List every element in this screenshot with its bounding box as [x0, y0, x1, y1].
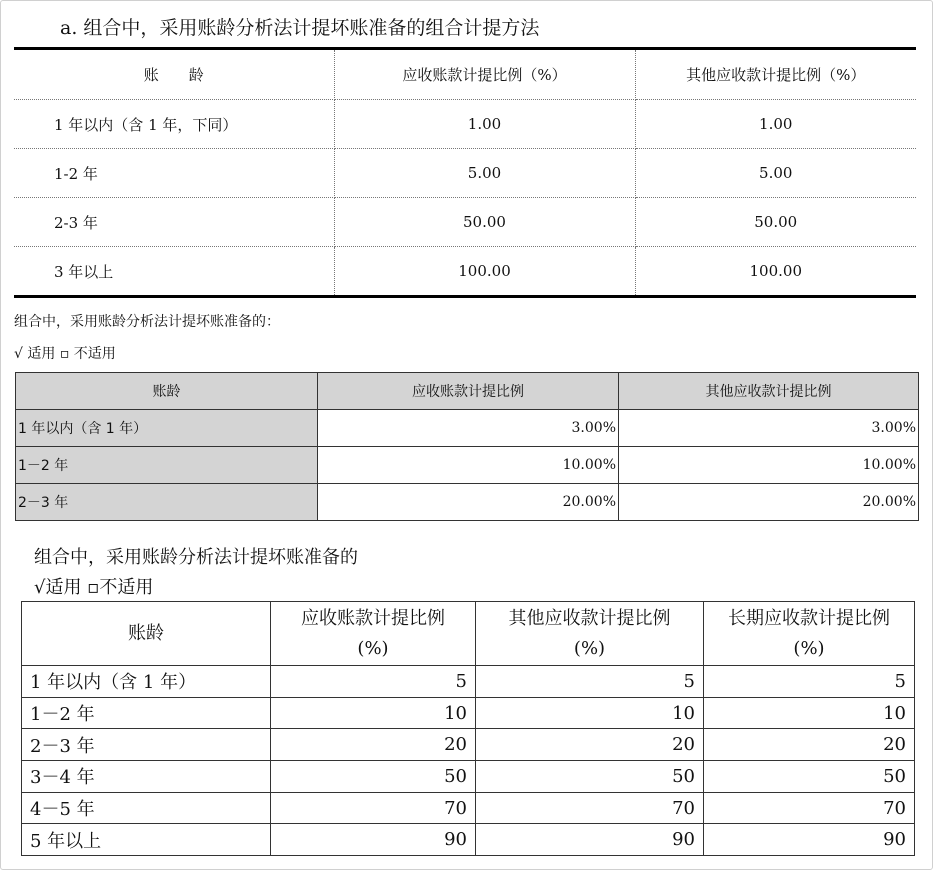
section3-applicable: √适用 ▫不适用 [34, 577, 154, 598]
header-aging: 账 龄 [14, 49, 334, 100]
table-row [14, 149, 916, 198]
section2-intro: 组合中，采用账龄分析法计提坏账准备的： [14, 314, 280, 330]
row-receivables-ratio: 10.00% [318, 447, 619, 484]
section2-applicable: √ 适用 ▫ 不适用 [14, 346, 116, 362]
table-row [22, 761, 915, 793]
row-aging: 1－2 年 [22, 697, 271, 729]
row-aging: 1 年以内（含 1 年） [16, 410, 318, 447]
row-other-ratio: 10.00% [619, 447, 919, 484]
row-other-ratio: 1.00 [635, 100, 916, 149]
row-receivables-ratio: 50.00 [334, 198, 635, 247]
row-long-term-ratio: 20 [704, 729, 915, 761]
row-aging: 1 年以内（含 1 年） [22, 666, 271, 698]
header-aging: 账龄 [16, 373, 318, 410]
row-other-ratio: 20.00% [619, 484, 919, 521]
header-other-receivables-ratio: 其他应收款计提比例（%） [635, 49, 916, 100]
row-long-term-ratio: 5 [704, 666, 915, 698]
table-row [22, 824, 915, 856]
table-row [16, 410, 919, 447]
header-long-term-receivables-ratio [704, 602, 915, 666]
row-receivables-ratio: 5 [271, 666, 476, 698]
row-aging: 1-2 年 [14, 149, 334, 198]
row-other-ratio: 3.00% [619, 410, 919, 447]
row-other-ratio: 20 [476, 729, 704, 761]
table-row [16, 484, 919, 521]
section1-title: a. 组合中，采用账龄分析法计提坏账准备的组合计提方法 [60, 17, 540, 39]
row-receivables-ratio: 5.00 [334, 149, 635, 198]
row-aging: 1－2 年 [16, 447, 318, 484]
section3-intro: 组合中，采用账龄分析法计提坏账准备的 [34, 547, 358, 568]
table-header-row [14, 49, 916, 100]
header-unit: (%) [357, 637, 389, 659]
header-unit: (%) [573, 637, 606, 659]
header-line: 账龄 [128, 622, 164, 644]
table-row [22, 697, 915, 729]
header-line: 其他应收款计提比例 [508, 607, 671, 629]
header-receivables-ratio: 应收账款计提比例 [318, 373, 619, 410]
row-aging: 3－4 年 [22, 761, 271, 793]
row-receivables-ratio: 100.00 [334, 247, 635, 297]
table-row [22, 666, 915, 698]
row-receivables-ratio: 1.00 [334, 100, 635, 149]
header-aging [22, 602, 271, 666]
row-other-ratio: 50.00 [635, 198, 916, 247]
row-aging: 4－5 年 [22, 792, 271, 824]
row-aging: 5 年以上 [22, 824, 271, 856]
row-long-term-ratio: 50 [704, 761, 915, 793]
header-other-receivables-ratio [476, 602, 704, 666]
row-other-ratio: 5.00 [635, 149, 916, 198]
header-receivables-ratio: 应收账款计提比例（%） [334, 49, 635, 100]
row-receivables-ratio: 10 [271, 697, 476, 729]
row-other-ratio: 50 [476, 761, 704, 793]
row-long-term-ratio: 90 [704, 824, 915, 856]
row-receivables-ratio: 20 [271, 729, 476, 761]
table-header-row [16, 373, 919, 410]
row-aging: 2-3 年 [14, 198, 334, 247]
row-other-ratio: 90 [476, 824, 704, 856]
header-other-receivables-ratio: 其他应收款计提比例 [619, 373, 919, 410]
row-aging: 2－3 年 [16, 484, 318, 521]
row-aging: 1 年以内（含 1 年，下同） [14, 100, 334, 149]
row-receivables-ratio: 3.00% [318, 410, 619, 447]
row-other-ratio: 5 [476, 666, 704, 698]
aging-table-2 [15, 372, 919, 521]
table-row [14, 247, 916, 297]
table-header-row [22, 602, 915, 666]
row-long-term-ratio: 70 [704, 792, 915, 824]
header-unit: (%) [793, 637, 825, 659]
table-row [14, 100, 916, 149]
aging-table-1 [14, 47, 916, 298]
row-aging: 2－3 年 [22, 729, 271, 761]
row-long-term-ratio: 10 [704, 697, 915, 729]
row-receivables-ratio: 50 [271, 761, 476, 793]
table-row [22, 792, 915, 824]
row-receivables-ratio: 90 [271, 824, 476, 856]
table-row [22, 729, 915, 761]
aging-table-3 [21, 601, 915, 856]
row-receivables-ratio: 20.00% [318, 484, 619, 521]
row-other-ratio: 70 [476, 792, 704, 824]
row-aging: 3 年以上 [14, 247, 334, 297]
row-other-ratio: 10 [476, 697, 704, 729]
header-line: 应收账款计提比例 [301, 607, 445, 629]
row-other-ratio: 100.00 [749, 262, 802, 280]
header-receivables-ratio [271, 602, 476, 666]
table-row [16, 447, 919, 484]
row-receivables-ratio: 70 [271, 792, 476, 824]
header-line: 长期应收款计提比例 [728, 607, 890, 629]
table-row [14, 198, 916, 247]
